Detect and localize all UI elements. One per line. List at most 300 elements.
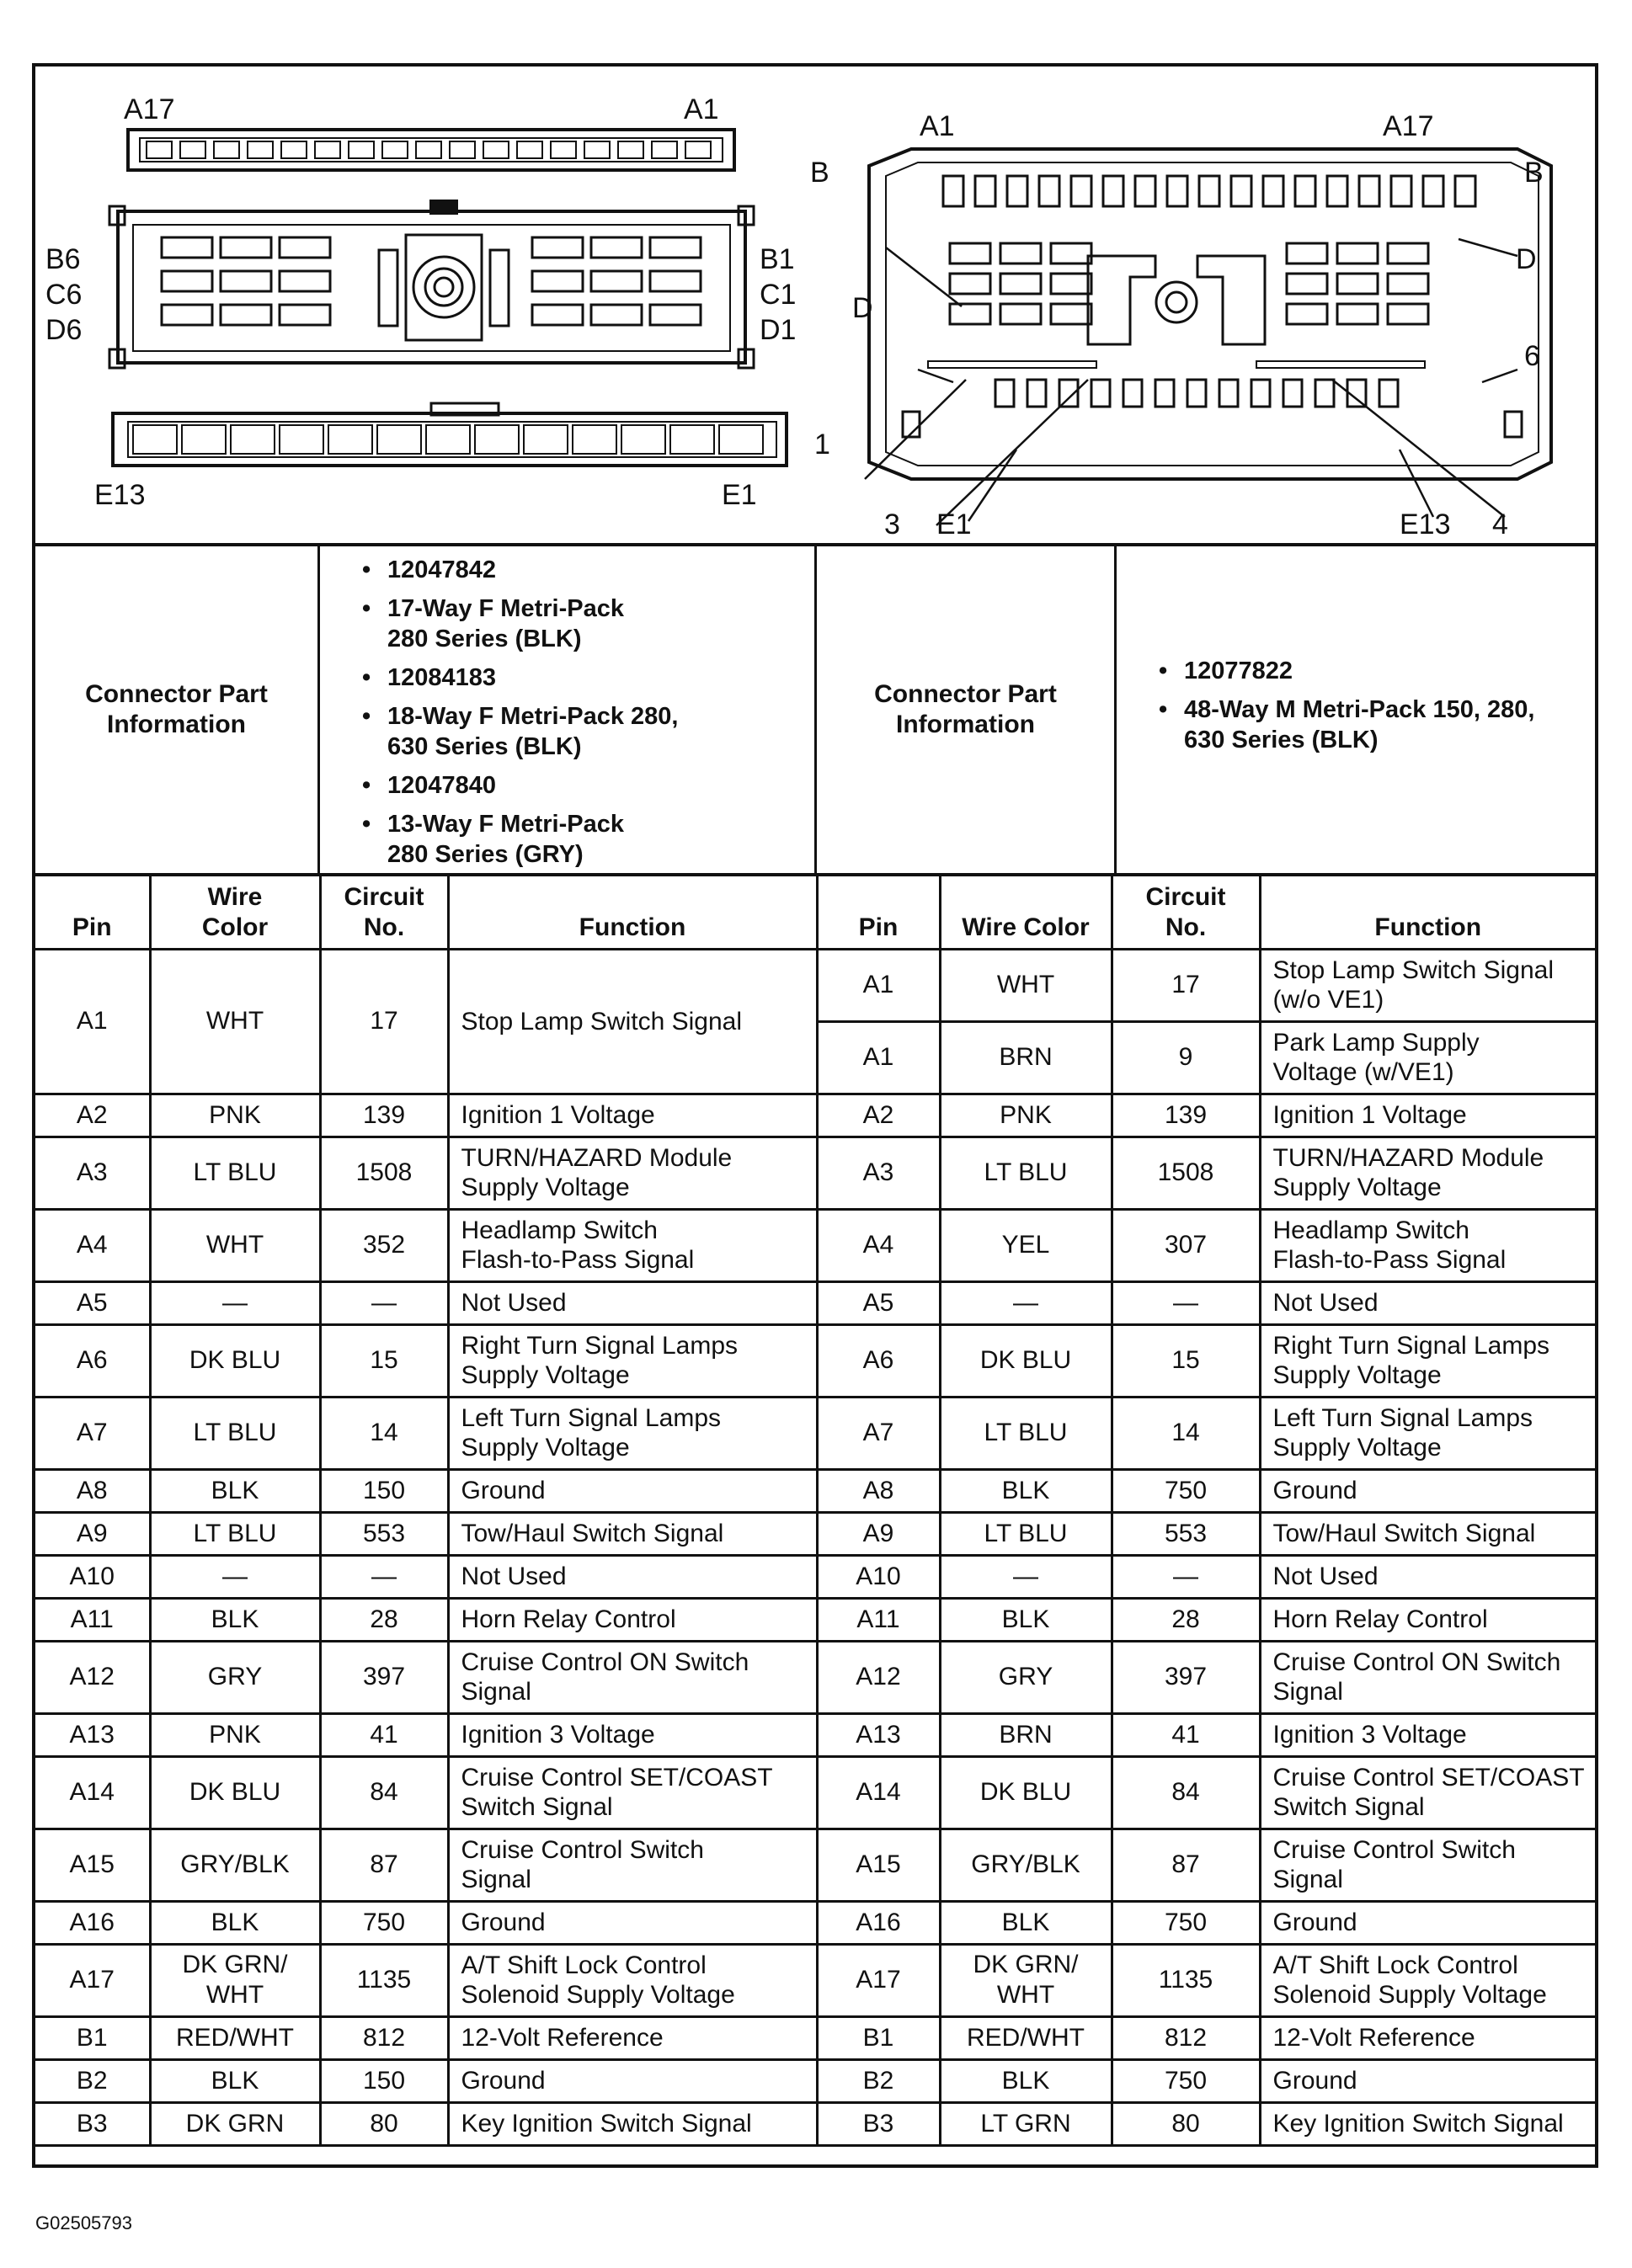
function-cell: Headlamp Switch Flash-to-Pass Signal: [448, 1209, 817, 1281]
wire-color-cell: —: [940, 1281, 1112, 1324]
left-a1-label: A1: [684, 93, 719, 125]
pin-cavity: [280, 237, 330, 258]
circuit-cell: 14: [320, 1397, 448, 1469]
pin-cell: B3: [35, 2102, 150, 2145]
left-d1-label: D1: [760, 314, 797, 346]
circuit-cell: 9: [1112, 1021, 1260, 1094]
table-header-row: [35, 876, 1595, 949]
circuit-cell: 17: [320, 949, 448, 1094]
right-info-item: • 12077822: [1159, 656, 1534, 686]
pin-cell: B2: [35, 2059, 150, 2102]
pin-cavity: [1155, 380, 1174, 407]
circuit-cell: 80: [320, 2102, 448, 2145]
wire-color-cell: BRN: [940, 1021, 1112, 1094]
right-info-list: [1117, 546, 1595, 873]
function-cell: Cruise Control ON Switch Signal: [448, 1641, 817, 1713]
wire-color-cell: WHT: [150, 949, 320, 1094]
function-cell: Cruise Control ON Switch Signal: [1260, 1641, 1595, 1713]
pin-cell: A3: [35, 1137, 150, 1209]
wire-color-cell: BLK: [150, 2059, 320, 2102]
left-info-item: • 13-Way F Metri-Pack 280 Series (GRY): [362, 809, 814, 870]
pin-cavity: [591, 237, 642, 258]
function-cell: Stop Lamp Switch Signal (w/o VE1): [1260, 949, 1595, 1021]
pin-cell: A9: [35, 1512, 150, 1555]
pin-cavity: [221, 305, 271, 325]
pin-cavity: [1039, 176, 1059, 206]
pin-cavity: [450, 141, 475, 158]
function-cell: Ground: [1260, 1469, 1595, 1512]
connector-part-information: [35, 546, 1595, 876]
circuit-cell: 1508: [1112, 1137, 1260, 1209]
wire-color-cell: BLK: [940, 1598, 1112, 1641]
pin-cavity: [1283, 380, 1302, 407]
wire-color-cell: BLK: [940, 1469, 1112, 1512]
pin-cavity: [1295, 176, 1315, 206]
wire-color-cell: DK BLU: [150, 1756, 320, 1829]
pin-cavity: [248, 141, 273, 158]
wire-color-cell: PNK: [940, 1094, 1112, 1137]
wire-color-cell: GRY: [150, 1641, 320, 1713]
pin-cavity: [182, 425, 226, 454]
table-row: [35, 1598, 1595, 1641]
pin-cavity: [685, 141, 711, 158]
table-row: [35, 2059, 1595, 2102]
pin-cavity: [1123, 380, 1142, 407]
pin-cavity: [652, 141, 677, 158]
function-cell: Horn Relay Control: [448, 1598, 817, 1641]
right-b-left-label: B: [810, 157, 829, 189]
pin-cavity: [377, 425, 421, 454]
wire-color-cell: DK BLU: [940, 1756, 1112, 1829]
pin-cavity: [1388, 304, 1428, 324]
function-cell: Tow/Haul Switch Signal: [1260, 1512, 1595, 1555]
wire-color-cell: —: [150, 1281, 320, 1324]
left-c1-label: C1: [760, 279, 797, 311]
pin-cavity: [950, 304, 990, 324]
function-cell: TURN/HAZARD Module Supply Voltage: [448, 1137, 817, 1209]
function-cell: Cruise Control Switch Signal: [448, 1829, 817, 1901]
pin-cavity: [1051, 243, 1091, 264]
right-info-item: • 48-Way M Metri-Pack 150, 280, 630 Series (BLK): [1159, 695, 1534, 755]
function-cell: Horn Relay Control: [1260, 1598, 1595, 1641]
pin-cavity: [950, 243, 990, 264]
circuit-cell: —: [1112, 1555, 1260, 1598]
table-row: [35, 1641, 1595, 1713]
function-cell: Ground: [1260, 1901, 1595, 1944]
pin-cavity: [1103, 176, 1123, 206]
pin-column-header: Pin: [817, 876, 940, 949]
function-cell: Park Lamp Supply Voltage (w/VE1): [1260, 1021, 1595, 1094]
right-a17-label: A17: [1383, 110, 1434, 142]
pin-cell: A1: [817, 1021, 940, 1094]
pin-cavity: [943, 176, 963, 206]
wire-color-cell: WHT: [940, 949, 1112, 1021]
pin-cell: B1: [35, 2016, 150, 2059]
pin-cavity: [1251, 380, 1270, 407]
wire-color-cell: BLK: [150, 1469, 320, 1512]
function-cell: Key Ignition Switch Signal: [448, 2102, 817, 2145]
pin-cavity: [221, 271, 271, 291]
pin-cavity: [416, 141, 441, 158]
pin-cell: A1: [817, 949, 940, 1021]
pin-cavity: [281, 141, 307, 158]
pin-cavity: [162, 271, 212, 291]
function-cell: Left Turn Signal Lamps Supply Voltage: [448, 1397, 817, 1469]
pin-cell: A4: [817, 1209, 940, 1281]
pin-cavity: [532, 305, 583, 325]
right-d-left-label: D: [852, 292, 873, 324]
circuit-cell: 750: [320, 1901, 448, 1944]
wire-color-cell: —: [940, 1555, 1112, 1598]
circuit-cell: 80: [1112, 2102, 1260, 2145]
pin-cell: B1: [817, 2016, 940, 2059]
function-cell: Key Ignition Switch Signal: [1260, 2102, 1595, 2145]
right-info-header: Connector Part Information: [817, 546, 1117, 873]
pin-cell: A10: [35, 1555, 150, 1598]
pin-cavity: [1051, 304, 1091, 324]
circuit-cell: 87: [320, 1829, 448, 1901]
pin-cavity: [591, 271, 642, 291]
circuit-cell: 812: [1112, 2016, 1260, 2059]
right-callout-3: 3: [884, 508, 900, 540]
pin-cell: A6: [35, 1324, 150, 1397]
function-cell: Cruise Control SET/COAST Switch Signal: [1260, 1756, 1595, 1829]
function-column-header: Function: [448, 876, 817, 949]
wire-color-cell: DK GRN: [150, 2102, 320, 2145]
circuit-cell: 352: [320, 1209, 448, 1281]
circuit-column-header: Circuit No.: [320, 876, 448, 949]
function-cell: Right Turn Signal Lamps Supply Voltage: [1260, 1324, 1595, 1397]
pin-cavity: [214, 141, 239, 158]
pin-cell: B3: [817, 2102, 940, 2145]
function-cell: Ignition 3 Voltage: [1260, 1713, 1595, 1756]
document-frame: [32, 63, 1598, 2168]
right-b-right-label: B: [1524, 157, 1544, 189]
function-cell: Headlamp Switch Flash-to-Pass Signal: [1260, 1209, 1595, 1281]
function-cell: Left Turn Signal Lamps Supply Voltage: [1260, 1397, 1595, 1469]
right-d-right-label: D: [1516, 243, 1537, 275]
function-cell: Not Used: [1260, 1281, 1595, 1324]
pin-cavity: [280, 271, 330, 291]
wire-color-cell: RED/WHT: [940, 2016, 1112, 2059]
function-cell: 12-Volt Reference: [448, 2016, 817, 2059]
wire-color-cell: BLK: [150, 1901, 320, 1944]
pin-cavity: [1455, 176, 1475, 206]
pin-cell: A16: [817, 1901, 940, 1944]
pin-cavity: [1315, 380, 1334, 407]
table-row: [35, 1944, 1595, 2016]
wire-color-cell: BLK: [940, 1901, 1112, 1944]
right-callout-4: 4: [1492, 508, 1508, 540]
circuit-cell: 139: [1112, 1094, 1260, 1137]
function-cell: Ground: [448, 2059, 817, 2102]
function-cell: Right Turn Signal Lamps Supply Voltage: [448, 1324, 817, 1397]
pin-cavity: [162, 305, 212, 325]
pin-cell: A1: [35, 949, 150, 1094]
function-cell: Not Used: [448, 1555, 817, 1598]
circuit-cell: 553: [320, 1512, 448, 1555]
circuit-cell: 15: [320, 1324, 448, 1397]
pin-cavity: [475, 425, 519, 454]
pin-cavity: [618, 141, 643, 158]
pin-cell: A7: [35, 1397, 150, 1469]
wire-color-cell: LT BLU: [150, 1137, 320, 1209]
function-cell: Ignition 3 Voltage: [448, 1713, 817, 1756]
circuit-cell: 150: [320, 1469, 448, 1512]
pin-cavity: [1287, 274, 1327, 294]
pin-cavity: [1219, 380, 1238, 407]
pin-cavity: [1051, 274, 1091, 294]
pin-cell: A13: [35, 1713, 150, 1756]
table-row: [35, 2016, 1595, 2059]
pin-cavity: [1423, 176, 1443, 206]
function-cell: Stop Lamp Switch Signal: [448, 949, 817, 1094]
pin-cavity: [1000, 274, 1041, 294]
pin-cavity: [1135, 176, 1155, 206]
wire-color-cell: GRY/BLK: [940, 1829, 1112, 1901]
pin-cavity: [719, 425, 763, 454]
circuit-cell: —: [320, 1281, 448, 1324]
table-row: [35, 1137, 1595, 1209]
left-info-item: • 12047842: [362, 555, 814, 585]
left-info-item: • 12084183: [362, 663, 814, 693]
circuit-cell: 28: [320, 1598, 448, 1641]
table-row: [35, 949, 1595, 1021]
pin-cavity: [975, 176, 995, 206]
circuit-cell: 1135: [320, 1944, 448, 2016]
pin-cavity: [426, 425, 470, 454]
left-b1-label: B1: [760, 243, 795, 275]
pin-cell: A13: [817, 1713, 940, 1756]
circuit-cell: 41: [320, 1713, 448, 1756]
pin-cavity: [650, 305, 701, 325]
connector-illustration: [35, 67, 1595, 546]
wire-color-cell: —: [150, 1555, 320, 1598]
pin-cavity: [1388, 274, 1428, 294]
circuit-cell: 812: [320, 2016, 448, 2059]
right-connector-housing: [869, 149, 1551, 479]
circuit-cell: 87: [1112, 1829, 1260, 1901]
pin-cavity: [180, 141, 205, 158]
pin-cell: A10: [817, 1555, 940, 1598]
right-callout-1: 1: [814, 429, 830, 461]
right-a1-label: A1: [920, 110, 955, 142]
left-info-header: Connector Part Information: [35, 546, 320, 873]
pin-cell: B2: [817, 2059, 940, 2102]
circuit-cell: 14: [1112, 1397, 1260, 1469]
pin-cavity: [1231, 176, 1251, 206]
wire-color-column-header: Wire Color: [150, 876, 320, 949]
table-row: [35, 1756, 1595, 1829]
left-info-list: [320, 546, 817, 873]
pin-cell: A3: [817, 1137, 940, 1209]
table-row: [35, 1713, 1595, 1756]
pin-cavity: [650, 237, 701, 258]
function-cell: Not Used: [448, 1281, 817, 1324]
right-callout-e13: E13: [1400, 508, 1451, 540]
wire-color-cell: LT BLU: [150, 1397, 320, 1469]
left-e1-label: E1: [722, 479, 757, 511]
circuit-cell: —: [320, 1555, 448, 1598]
wire-color-cell: DK GRN/ WHT: [150, 1944, 320, 2016]
pin-cavity: [517, 141, 542, 158]
table-row: [35, 1324, 1595, 1397]
pin-cell: A2: [35, 1094, 150, 1137]
circuit-cell: 750: [1112, 2059, 1260, 2102]
function-cell: Ignition 1 Voltage: [1260, 1094, 1595, 1137]
left-info-item: • 18-Way F Metri-Pack 280, 630 Series (BLK): [362, 701, 814, 762]
pin-cell: A12: [817, 1641, 940, 1713]
table-row: [35, 1555, 1595, 1598]
function-cell: A/T Shift Lock Control Solenoid Supply Voltage: [1260, 1944, 1595, 2016]
wire-color-cell: BLK: [940, 2059, 1112, 2102]
pin-cell: A5: [35, 1281, 150, 1324]
table-row: [35, 1209, 1595, 1281]
pin-cell: A5: [817, 1281, 940, 1324]
pin-cell: A14: [35, 1756, 150, 1829]
pin-cavity: [1263, 176, 1283, 206]
function-cell: Ground: [448, 1469, 817, 1512]
circuit-cell: 1135: [1112, 1944, 1260, 2016]
pin-cavity: [532, 237, 583, 258]
pin-cavity: [1187, 380, 1206, 407]
table-row: [35, 1829, 1595, 1901]
pin-cell: A7: [817, 1397, 940, 1469]
table-row: [35, 1512, 1595, 1555]
pin-cavity: [1071, 176, 1091, 206]
pin-cavity: [1000, 304, 1041, 324]
left-c6-label: C6: [45, 279, 83, 311]
pin-cavity: [1287, 304, 1327, 324]
function-cell: Cruise Control SET/COAST Switch Signal: [448, 1756, 817, 1829]
pin-cavity: [1027, 380, 1046, 407]
pin-cavity: [670, 425, 714, 454]
circuit-cell: 397: [1112, 1641, 1260, 1713]
pin-cavity: [280, 425, 323, 454]
circuit-cell: 84: [320, 1756, 448, 1829]
table-row: [35, 1094, 1595, 1137]
wire-color-cell: DK GRN/ WHT: [940, 1944, 1112, 2016]
wire-color-cell: PNK: [150, 1713, 320, 1756]
circuit-column-header: Circuit No.: [1112, 876, 1260, 949]
left-d6-label: D6: [45, 314, 83, 346]
function-cell: Cruise Control Switch Signal: [1260, 1829, 1595, 1901]
function-column-header: Function: [1260, 876, 1595, 949]
circuit-cell: 139: [320, 1094, 448, 1137]
pin-cavity: [382, 141, 408, 158]
wire-color-cell: GRY/BLK: [150, 1829, 320, 1901]
pin-cell: A15: [817, 1829, 940, 1901]
circuit-cell: 28: [1112, 1598, 1260, 1641]
wire-color-cell: RED/WHT: [150, 2016, 320, 2059]
table-row: [35, 2102, 1595, 2145]
pin-cavity: [591, 305, 642, 325]
left-e13-label: E13: [94, 479, 146, 511]
function-cell: Tow/Haul Switch Signal: [448, 1512, 817, 1555]
pin-cavity: [1359, 176, 1379, 206]
wire-color-column-header: Wire Color: [940, 876, 1112, 949]
pin-cavity: [1337, 274, 1378, 294]
pin-cavity: [1167, 176, 1187, 206]
pin-cavity: [315, 141, 340, 158]
pin-cavity: [650, 271, 701, 291]
pinout-table: [35, 876, 1595, 2147]
table-row: [35, 1469, 1595, 1512]
pin-cavity: [483, 141, 509, 158]
pin-cavity: [221, 237, 271, 258]
pin-cavity: [621, 425, 665, 454]
pin-cavity: [584, 141, 610, 158]
pin-cell: A8: [35, 1469, 150, 1512]
wire-color-cell: PNK: [150, 1094, 320, 1137]
pin-cavity: [147, 141, 172, 158]
pin-cavity: [231, 425, 275, 454]
function-cell: TURN/HAZARD Module Supply Voltage: [1260, 1137, 1595, 1209]
function-cell: Ground: [448, 1901, 817, 1944]
pin-cell: A15: [35, 1829, 150, 1901]
pin-cavity: [573, 425, 616, 454]
pin-cavity: [328, 425, 372, 454]
table-row: [35, 1901, 1595, 1944]
circuit-cell: 17: [1112, 949, 1260, 1021]
left-info-item: • 17-Way F Metri-Pack 280 Series (BLK): [362, 594, 814, 654]
function-cell: 12-Volt Reference: [1260, 2016, 1595, 2059]
circuit-cell: 750: [1112, 1469, 1260, 1512]
table-row: [35, 1397, 1595, 1469]
wire-color-cell: GRY: [940, 1641, 1112, 1713]
circuit-cell: 1508: [320, 1137, 448, 1209]
pin-cavity: [950, 274, 990, 294]
pin-cell: A11: [817, 1598, 940, 1641]
pin-cell: A4: [35, 1209, 150, 1281]
function-cell: Ground: [1260, 2059, 1595, 2102]
wire-color-cell: LT BLU: [940, 1397, 1112, 1469]
pin-cavity: [1337, 243, 1378, 264]
circuit-cell: 397: [320, 1641, 448, 1713]
pin-cavity: [162, 237, 212, 258]
pin-cavity: [551, 141, 576, 158]
wire-color-cell: YEL: [940, 1209, 1112, 1281]
pin-cavity: [995, 380, 1014, 407]
circuit-cell: 84: [1112, 1756, 1260, 1829]
pin-cavity: [1287, 243, 1327, 264]
wire-color-cell: BLK: [150, 1598, 320, 1641]
pin-column-header: Pin: [35, 876, 150, 949]
left-info-item: • 12047840: [362, 770, 814, 801]
pin-cavity: [532, 271, 583, 291]
circuit-cell: 307: [1112, 1209, 1260, 1281]
wire-color-cell: LT BLU: [940, 1512, 1112, 1555]
pin-cavity: [1007, 176, 1027, 206]
circuit-cell: 15: [1112, 1324, 1260, 1397]
circuit-cell: 150: [320, 2059, 448, 2102]
wire-color-cell: WHT: [150, 1209, 320, 1281]
pin-cavity: [280, 305, 330, 325]
wire-color-cell: LT BLU: [150, 1512, 320, 1555]
pin-cell: A11: [35, 1598, 150, 1641]
pin-cavity: [1000, 243, 1041, 264]
pin-cell: A9: [817, 1512, 940, 1555]
pin-cavity: [1379, 380, 1398, 407]
pin-cavity: [1388, 243, 1428, 264]
pin-cell: A16: [35, 1901, 150, 1944]
wire-color-cell: LT GRN: [940, 2102, 1112, 2145]
figure-id-caption: G02505793: [35, 2212, 132, 2233]
pin-cavity: [1199, 176, 1219, 206]
pin-cell: A8: [817, 1469, 940, 1512]
wire-color-cell: BRN: [940, 1713, 1112, 1756]
function-cell: A/T Shift Lock Control Solenoid Supply Voltage: [448, 1944, 817, 2016]
